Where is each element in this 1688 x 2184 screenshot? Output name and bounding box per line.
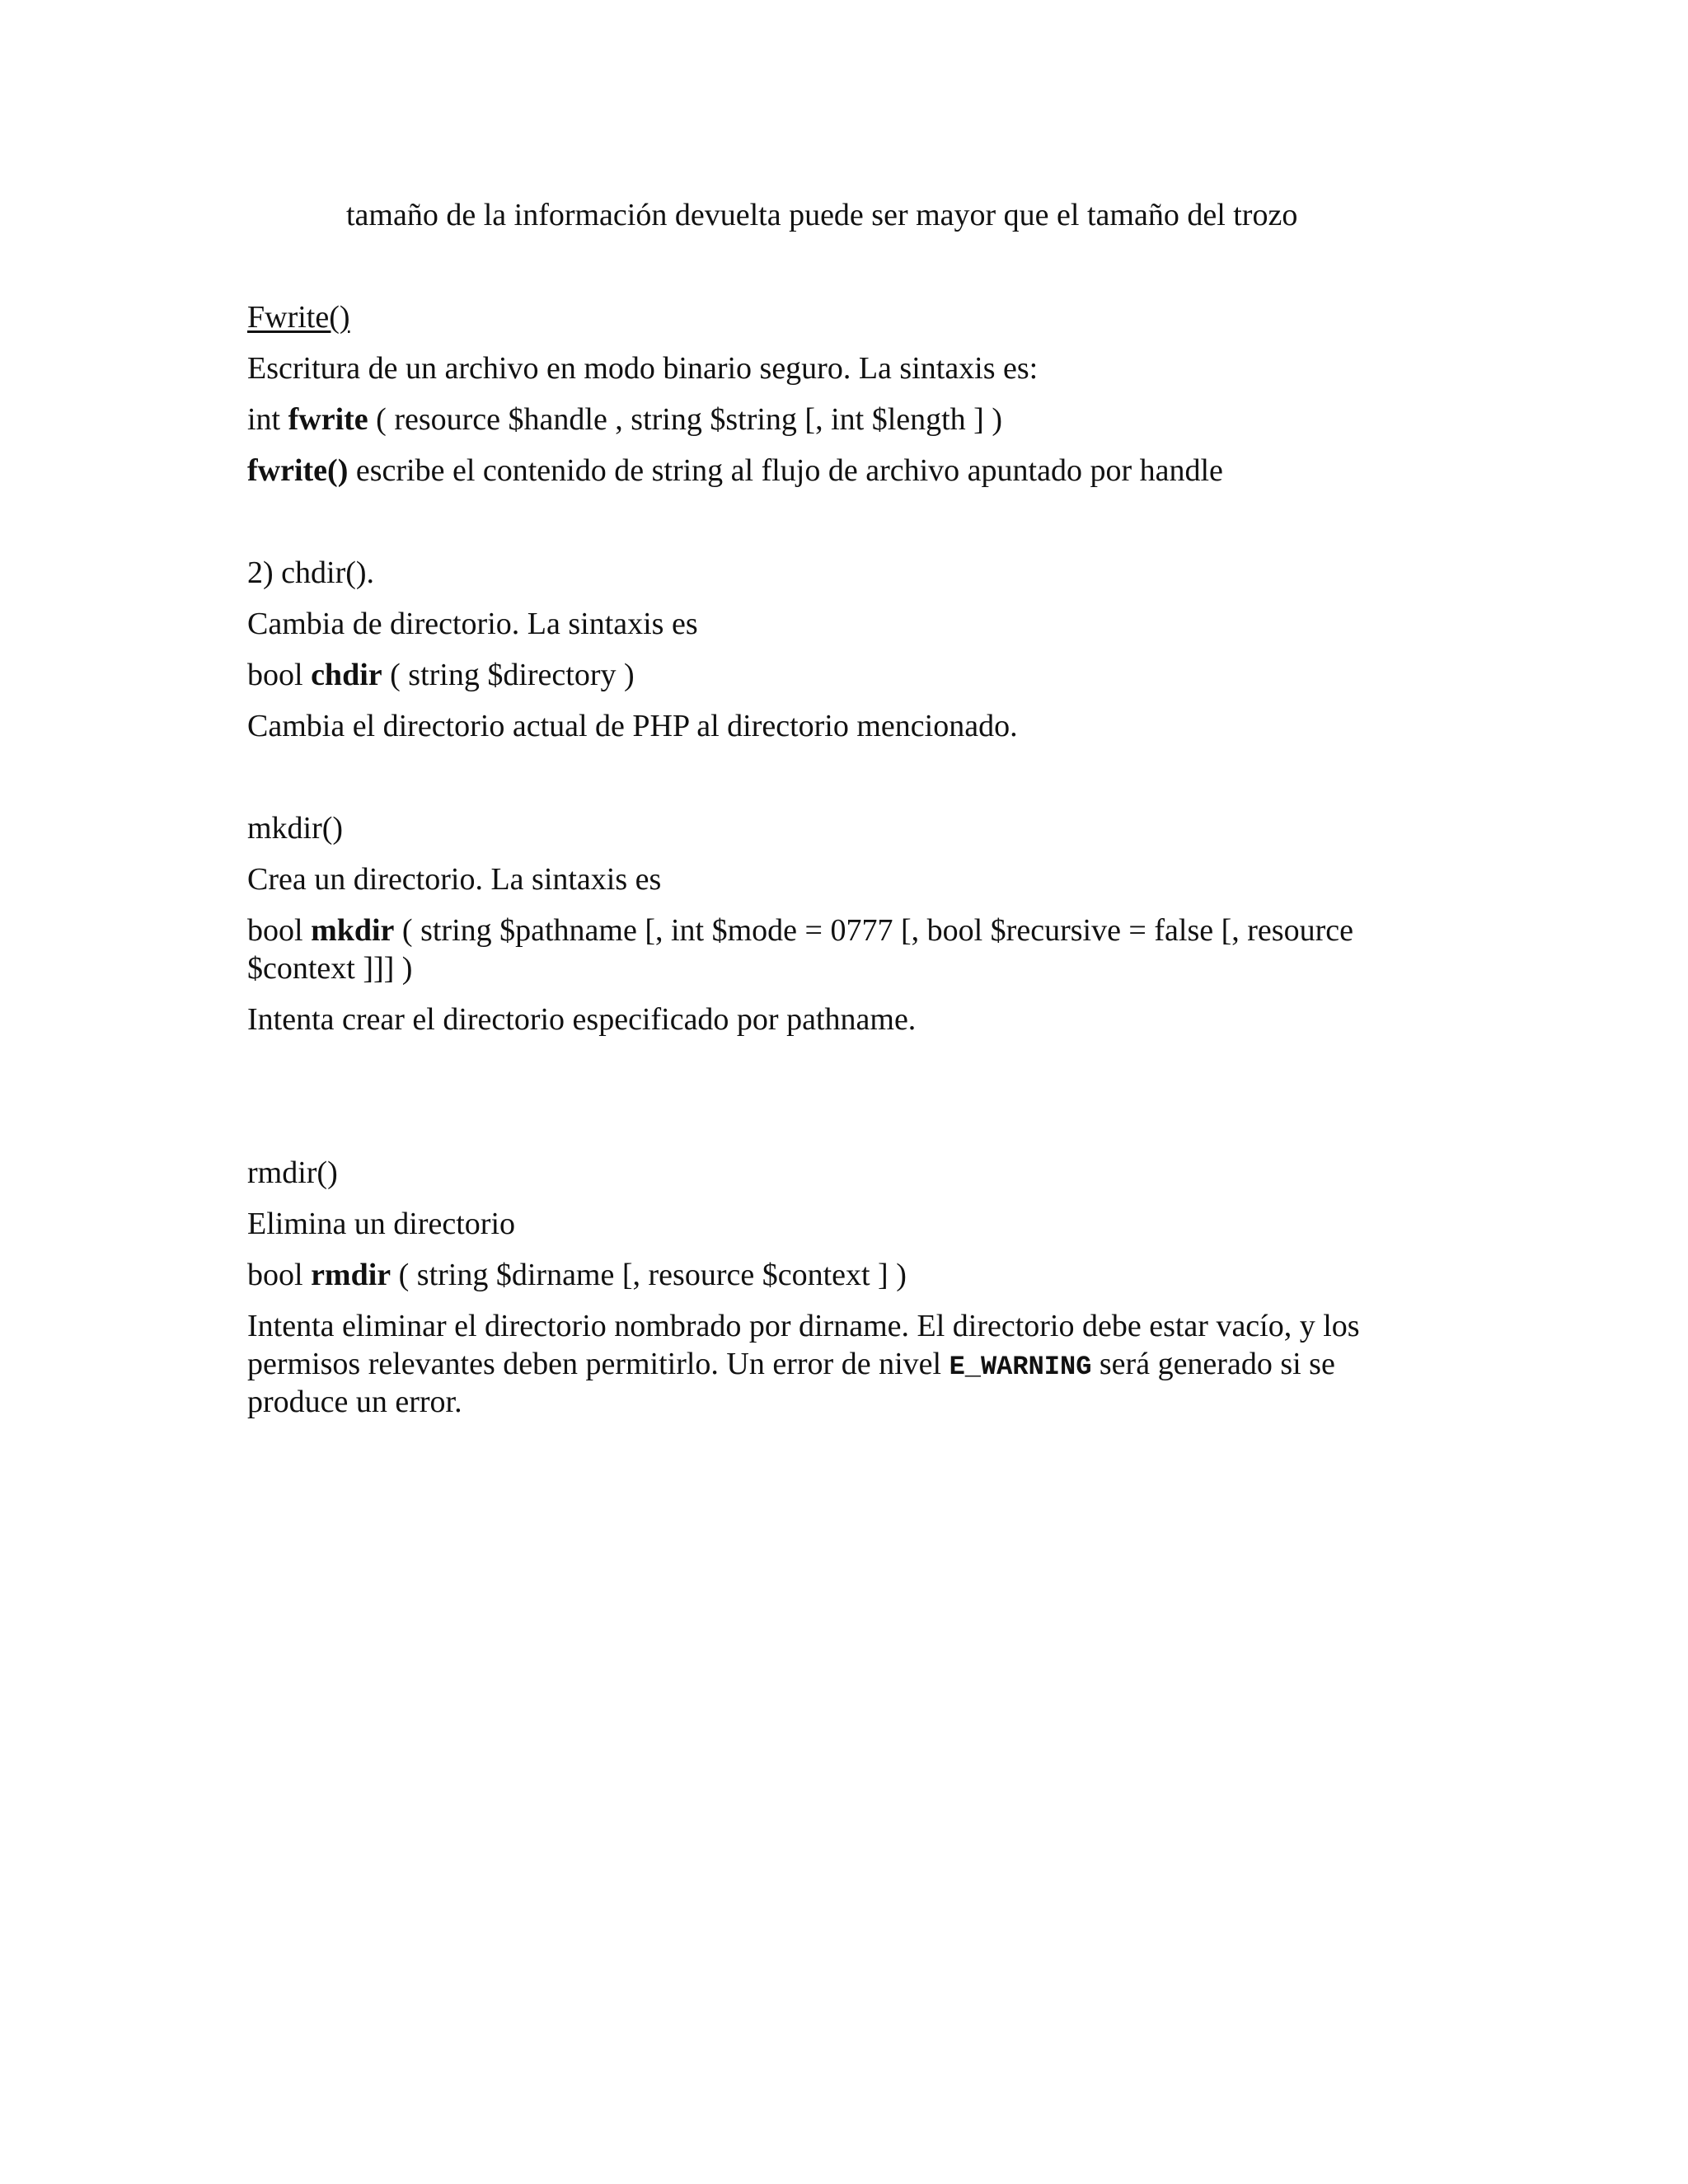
- mkdir-syntax-line-1: [247, 912, 1353, 949]
- fwrite-note-rest: escribe el contenido de string al flujo de archivo apuntado por handle: [348, 453, 1223, 488]
- rmdir-note-text-2b: será generado si se: [1091, 1347, 1335, 1381]
- chdir-heading-text: 2) chdir().: [247, 555, 375, 590]
- chdir-syntax-rest: ( string $directory ): [382, 658, 635, 692]
- mkdir-description-text: Crea un directorio. La sintaxis es: [247, 862, 662, 897]
- e-warning-constant: E_WARNING: [949, 1352, 1092, 1382]
- intro-text: tamaño de la información devuelta puede ser mayor que el tamaño del trozo: [346, 198, 1298, 232]
- mkdir-syntax-line-2: [247, 949, 412, 987]
- fwrite-note-name: fwrite(): [247, 453, 349, 488]
- rmdir-note-line-3: [247, 1383, 462, 1421]
- chdir-note: [247, 707, 1018, 745]
- rmdir-description: [247, 1205, 515, 1243]
- fwrite-syntax-rest: ( resource $handle , string $string [, int $length ] ): [368, 402, 1002, 437]
- fwrite-syntax: [247, 401, 1002, 438]
- rmdir-note-text-1: Intenta eliminar el directorio nombrado por dirname. El directorio debe estar vacío, y los: [247, 1309, 1360, 1343]
- rmdir-heading: [247, 1154, 338, 1192]
- chdir-syntax-name: chdir: [311, 658, 382, 692]
- fwrite-heading-text: Fwrite(): [247, 300, 350, 335]
- fwrite-syntax-name: fwrite: [288, 402, 368, 437]
- chdir-description-text: Cambia de directorio. La sintaxis es: [247, 607, 698, 641]
- fwrite-syntax-prefix: int: [247, 402, 288, 437]
- chdir-description: [247, 605, 698, 643]
- rmdir-heading-text: rmdir(): [247, 1155, 338, 1190]
- mkdir-heading: [247, 809, 343, 847]
- mkdir-note-text: Intenta crear el directorio especificado por pathname.: [247, 1002, 917, 1037]
- mkdir-syntax-rest-1: ( string $pathname [, int $mode = 0777 [, bool $recursive = false [, resource: [394, 913, 1353, 948]
- mkdir-syntax-rest-2: $context ]]] ): [247, 951, 413, 986]
- rmdir-note-line-2: [247, 1345, 1335, 1386]
- rmdir-syntax-rest: ( string $dirname [, resource $context ] ): [391, 1258, 907, 1292]
- intro-continuation: [346, 196, 1297, 234]
- rmdir-note-line-1: [247, 1307, 1360, 1345]
- mkdir-note: [247, 1001, 916, 1038]
- chdir-syntax: [247, 656, 635, 694]
- fwrite-description-text: Escritura de un archivo en modo binario seguro. La sintaxis es:: [247, 351, 1039, 386]
- mkdir-heading-text: mkdir(): [247, 811, 344, 846]
- mkdir-syntax-name: mkdir: [311, 913, 395, 948]
- fwrite-heading: [247, 298, 350, 336]
- fwrite-description: [247, 349, 1038, 387]
- mkdir-syntax-prefix: bool: [247, 913, 312, 948]
- rmdir-note-text-3: produce un error.: [247, 1385, 462, 1419]
- rmdir-syntax-prefix: bool: [247, 1258, 312, 1292]
- chdir-note-text: Cambia el directorio actual de PHP al directorio mencionado.: [247, 709, 1018, 743]
- rmdir-description-text: Elimina un directorio: [247, 1207, 516, 1241]
- chdir-syntax-prefix: bool: [247, 658, 312, 692]
- rmdir-syntax: [247, 1256, 907, 1294]
- rmdir-note-text-2a: permisos relevantes deben permitirlo. Un error de nivel: [247, 1347, 950, 1381]
- rmdir-syntax-name: rmdir: [311, 1258, 392, 1292]
- mkdir-description: [247, 860, 661, 898]
- fwrite-note: [247, 452, 1223, 490]
- chdir-heading: [247, 554, 374, 592]
